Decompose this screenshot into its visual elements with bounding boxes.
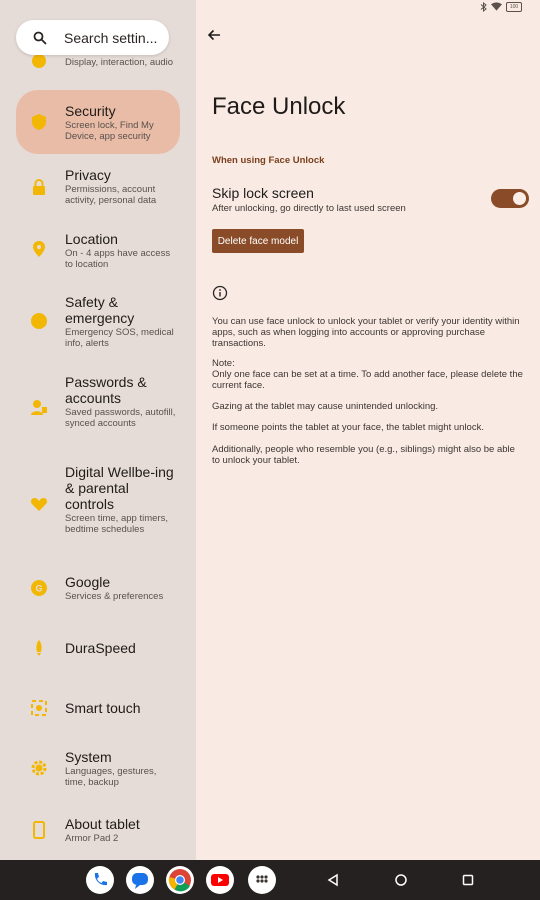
tablet-icon [30, 821, 48, 839]
rocket-icon [30, 639, 48, 657]
sidebar-item-about[interactable] [16, 810, 180, 850]
search-bar[interactable] [16, 20, 169, 55]
location-pin-icon [30, 240, 48, 258]
delete-face-model-button[interactable]: Delete face model [212, 229, 304, 253]
info-text: You can use face unlock to unlock your tablet or verify your identity within apps, such as when logging into accounts or approving purchase transactions. [212, 316, 520, 349]
sidebar-item-sub: Services & preferences [65, 591, 164, 602]
emergency-icon [30, 312, 48, 330]
gear-icon [30, 759, 48, 777]
skip-lock-screen-description: After unlocking, go directly to last used screen [212, 203, 406, 214]
battery-icon: 100 [506, 2, 522, 12]
back-arrow-icon[interactable] [206, 27, 222, 43]
nav-recents-icon[interactable] [461, 873, 475, 887]
info-icon [212, 285, 228, 301]
resemble-text: Additionally, people who resemble you (e.g., siblings) might also be able to unlock your tablet. [212, 444, 515, 466]
shield-icon [30, 113, 48, 131]
points-text: If someone points the tablet at your face, the tablet might unlock. [212, 422, 484, 433]
sidebar-item-sub: Display, interaction, audio [65, 57, 174, 68]
sidebar-item-label: Google [65, 574, 111, 590]
sidebar-item-safety[interactable] [16, 288, 180, 358]
sidebar-item-sub: On - 4 apps have access to location [65, 248, 171, 270]
skip-lock-screen-toggle[interactable] [491, 189, 529, 208]
page-title: Face Unlock [212, 93, 346, 120]
sidebar-item-label: Privacy [65, 167, 111, 183]
skip-lock-screen-title[interactable]: Skip lock screen [212, 185, 314, 201]
sidebar-item-label: About tablet [65, 816, 140, 832]
sidebar-item-sub: Screen time, app timers, bedtime schedules [65, 513, 168, 535]
section-header: When using Face Unlock [212, 155, 325, 166]
sidebar-item-google[interactable] [16, 568, 180, 608]
chrome-app-icon[interactable] [166, 866, 194, 894]
sidebar-item-label: Security [65, 103, 116, 119]
nav-home-icon[interactable] [394, 873, 408, 887]
youtube-app-icon[interactable] [206, 866, 234, 894]
heart-icon [30, 495, 48, 513]
sidebar-item-label: Passwords & accounts [65, 374, 147, 406]
sidebar-item-security[interactable] [16, 90, 180, 154]
sidebar-item-label: Digital Wellbe-ing & parental controls [65, 464, 174, 512]
sidebar-item-label: System [65, 749, 112, 765]
search-input[interactable]: Search settin... [64, 29, 158, 46]
sidebar-item-system[interactable] [16, 742, 180, 796]
gazing-text: Gazing at the tablet may cause unintended unlocking. [212, 401, 439, 412]
privacy-lock-icon [30, 178, 48, 196]
sidebar-item-smart-touch[interactable] [16, 688, 180, 728]
svg-text:G: G [35, 583, 43, 594]
app-drawer-icon[interactable] [248, 866, 276, 894]
sidebar-item-sub: Languages, gestures, time, backup [65, 766, 157, 788]
google-icon [30, 579, 48, 597]
sidebar-item-label: DuraSpeed [65, 640, 136, 656]
nav-back-icon[interactable] [326, 873, 340, 887]
toggle-knob [513, 192, 526, 205]
sidebar-item-sub: Permissions, account activity, personal data [65, 184, 157, 206]
sidebar-item-label: Location [65, 231, 118, 247]
sidebar-item-passwords[interactable] [16, 368, 180, 444]
search-icon [33, 31, 47, 45]
accounts-key-icon [30, 398, 48, 416]
smart-touch-icon [30, 699, 48, 717]
sidebar-item-sub: Emergency SOS, medical info, alerts [65, 327, 174, 349]
sidebar-item-location[interactable] [16, 224, 180, 280]
sidebar-item-label: Smart touch [65, 700, 141, 716]
sidebar-item-sub: Screen lock, Find My Device, app security [65, 120, 154, 142]
sidebar-item-privacy[interactable] [16, 160, 180, 216]
phone-app-icon[interactable] [86, 866, 114, 894]
face-unlock-page [196, 0, 540, 860]
settings-sidebar [0, 0, 196, 860]
note-text: Note: Only one face can be set at a time. To add another face, please delete the current face. [212, 358, 523, 391]
sidebar-item-sub: Saved passwords, autofill, synced accounts [65, 407, 176, 429]
sidebar-item-sub: Armor Pad 2 [65, 833, 119, 844]
sidebar-item-label: Safety & emergency [65, 294, 135, 326]
sidebar-item-digital-wellbeing[interactable] [16, 458, 180, 550]
messages-app-icon[interactable] [126, 866, 154, 894]
sidebar-item-duraspeed[interactable] [16, 628, 180, 668]
